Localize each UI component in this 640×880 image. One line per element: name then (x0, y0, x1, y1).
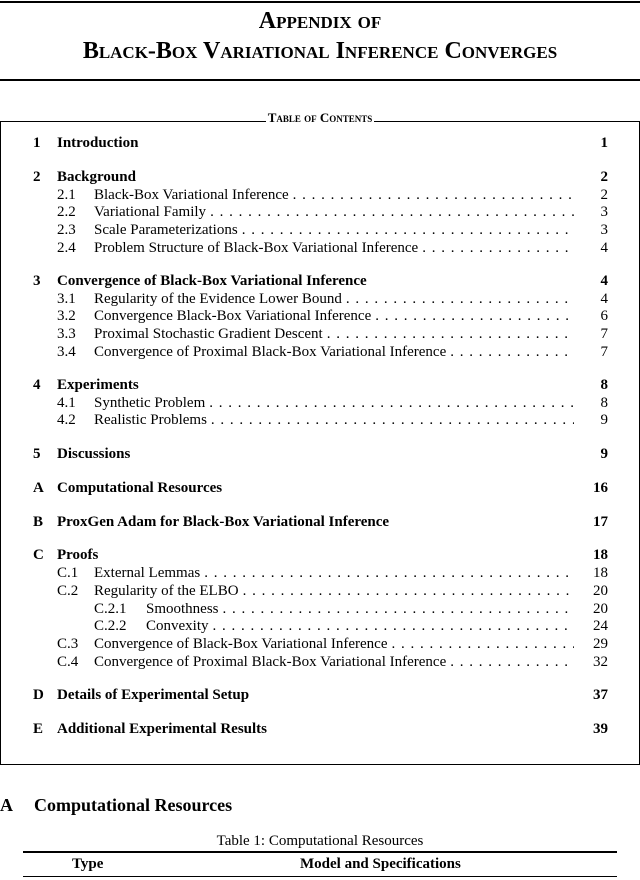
toc-entry-label: Problem Structure of Black-Box Variational Inference . . . (94, 239, 574, 257)
toc-entry-number: 2.4 (57, 240, 76, 256)
toc-entry[interactable] (0, 411, 640, 429)
toc-entry-number: C.3 (57, 636, 79, 652)
toc-entry-label: Black-Box Variational Inference . . . (94, 186, 574, 204)
appendix-title-line2: Black-Box Variational Inference Converges (82, 38, 558, 64)
toc-entry[interactable] (0, 221, 640, 239)
toc-entry-page: 29 (593, 636, 608, 652)
toc-entry-label: Scale Parameterizations . . . (94, 221, 574, 239)
toc-entry[interactable] (0, 239, 640, 257)
toc-entry-label: Regularity of the Evidence Lower Bound . . . (94, 290, 574, 308)
toc-heading: Table of Contents (267, 110, 373, 125)
toc-entry-page: 4 (600, 273, 608, 289)
toc-entry-page: 39 (593, 721, 608, 737)
toc-entry-label: Convergence of Proximal Black-Box Variational Inference . . . (94, 653, 574, 671)
toc-entry-label: Details of Experimental Setup (57, 686, 253, 704)
toc-entry-page: 24 (593, 618, 608, 634)
toc-entry-label: Discussions (57, 445, 134, 463)
toc-entry[interactable] (0, 564, 640, 582)
toc-entry-number: 1 (33, 135, 41, 151)
toc-entry-page: 8 (600, 377, 608, 393)
toc-entry-page: 18 (593, 547, 608, 563)
toc-entry[interactable] (0, 394, 640, 412)
toc-entry-number: 3.4 (57, 344, 76, 360)
toc-entry-label: Convexity . . . (146, 617, 574, 635)
toc-entry-page: 4 (600, 291, 608, 307)
toc-entry-number: 3.3 (57, 326, 76, 342)
toc-entry-page: 32 (593, 654, 608, 670)
toc-entry-page: 2 (600, 187, 608, 203)
toc-entry-page: 1 (600, 135, 608, 151)
appendix-title-line1: Appendix of (258, 8, 382, 34)
toc-entry-number: 4.2 (57, 412, 76, 428)
toc-entry-label: Proofs (57, 546, 102, 564)
toc-entry[interactable] (0, 686, 640, 704)
toc-entry[interactable] (0, 290, 640, 308)
toc-entry-label: Realistic Problems . . . (94, 411, 574, 429)
toc-entry-label: Background (57, 168, 140, 186)
toc-entry-label: Convergence of Black-Box Variational Inference (57, 272, 371, 290)
toc-entry-page: 20 (593, 583, 608, 599)
table-caption: Table 1: Computational Resources (216, 833, 424, 849)
section-number: A (0, 795, 13, 815)
toc-entry-label: Introduction (57, 134, 142, 152)
toc-entry[interactable] (0, 168, 640, 186)
toc-entry-number: 5 (33, 446, 41, 462)
toc-entry[interactable] (0, 720, 640, 738)
toc-entry-label: Synthetic Problem . . . (94, 394, 574, 412)
toc-entry-page: 18 (593, 565, 608, 581)
toc-entry-page: 6 (600, 308, 608, 324)
toc-entry-label: Computational Resources (57, 479, 226, 497)
toc-entry[interactable] (0, 272, 640, 290)
toc-entry[interactable] (0, 376, 640, 394)
toc-entry-label: External Lemmas . . . (94, 564, 574, 582)
toc-entry-page: 7 (600, 326, 608, 342)
top-rule (0, 1, 640, 3)
table-header-rule (23, 876, 617, 877)
toc-entry-number: C.2.1 (94, 601, 127, 617)
toc-entry-page: 9 (600, 412, 608, 428)
toc-entry-page: 16 (593, 480, 608, 496)
toc-entry[interactable] (0, 186, 640, 204)
toc-entry-number: C.2 (57, 583, 79, 599)
toc-entry-page: 2 (600, 169, 608, 185)
table-top-rule (23, 851, 617, 853)
toc-entry[interactable] (0, 582, 640, 600)
toc-entry-label: Convergence Black-Box Variational Inference . . . (94, 307, 574, 325)
toc-entry-page: 9 (600, 446, 608, 462)
toc-entry[interactable] (0, 203, 640, 221)
table-header-model: Model and Specifications (300, 856, 461, 872)
toc-entry-number: C.1 (57, 565, 79, 581)
toc-entry-number: 2.2 (57, 204, 76, 220)
toc-entry-label: Variational Family . . . (94, 203, 574, 221)
toc-entry-number: C.4 (57, 654, 79, 670)
toc-entry-page: 4 (600, 240, 608, 256)
toc-entry-number: 2.1 (57, 187, 76, 203)
toc-entry[interactable] (0, 325, 640, 343)
toc-entry[interactable] (0, 617, 640, 635)
toc-entry[interactable] (0, 479, 640, 497)
toc-entry-number: D (33, 687, 44, 703)
toc-entry-label: Convergence of Proximal Black-Box Variational Inference . . . (94, 343, 574, 361)
toc-entry-label: Convergence of Black-Box Variational Inference . . . (94, 635, 574, 653)
toc-entry[interactable] (0, 307, 640, 325)
toc-entry[interactable] (0, 134, 640, 152)
toc-entry[interactable] (0, 653, 640, 671)
toc-entry-page: 37 (593, 687, 608, 703)
toc-entry-number: E (33, 721, 44, 737)
toc-entry-page: 8 (600, 395, 608, 411)
toc-entry-label: Smoothness . . . (146, 600, 574, 618)
toc-entry[interactable] (0, 546, 640, 564)
toc-entry-number: 2 (33, 169, 41, 185)
toc-entry-page: 3 (600, 222, 608, 238)
toc-entry[interactable] (0, 635, 640, 653)
title-bottom-rule (0, 79, 640, 81)
toc-entry-number: C (33, 547, 44, 563)
toc-entry-label: Additional Experimental Results (57, 720, 271, 738)
toc-entry-number: B (33, 514, 44, 530)
toc-entry-number: 3 (33, 273, 41, 289)
table-header-type: Type (72, 856, 104, 872)
toc-entry-label: ProxGen Adam for Black-Box Variational Inference (57, 513, 393, 531)
toc-entry-page: 20 (593, 601, 608, 617)
toc-entry-number: 3.1 (57, 291, 76, 307)
toc-entry-page: 17 (593, 514, 608, 530)
toc-entry-page: 7 (600, 344, 608, 360)
toc-entry[interactable] (0, 600, 640, 618)
toc-entry-number: 4 (33, 377, 41, 393)
toc-entry[interactable] (0, 445, 640, 463)
section-title: Computational Resources (34, 795, 233, 815)
toc-entry[interactable] (0, 513, 640, 531)
toc-entry-page: 3 (600, 204, 608, 220)
toc-entry-number: 2.3 (57, 222, 76, 238)
toc-entry-label: Proximal Stochastic Gradient Descent . . . (94, 325, 574, 343)
toc-entry[interactable] (0, 343, 640, 361)
toc-entry-number: A (33, 480, 44, 496)
toc-entry-number: 3.2 (57, 308, 76, 324)
toc-entry-number: C.2.2 (94, 618, 127, 634)
toc-entry-number: 4.1 (57, 395, 76, 411)
toc-entry-label: Experiments (57, 376, 143, 394)
toc-entry-label: Regularity of the ELBO . . . (94, 582, 574, 600)
